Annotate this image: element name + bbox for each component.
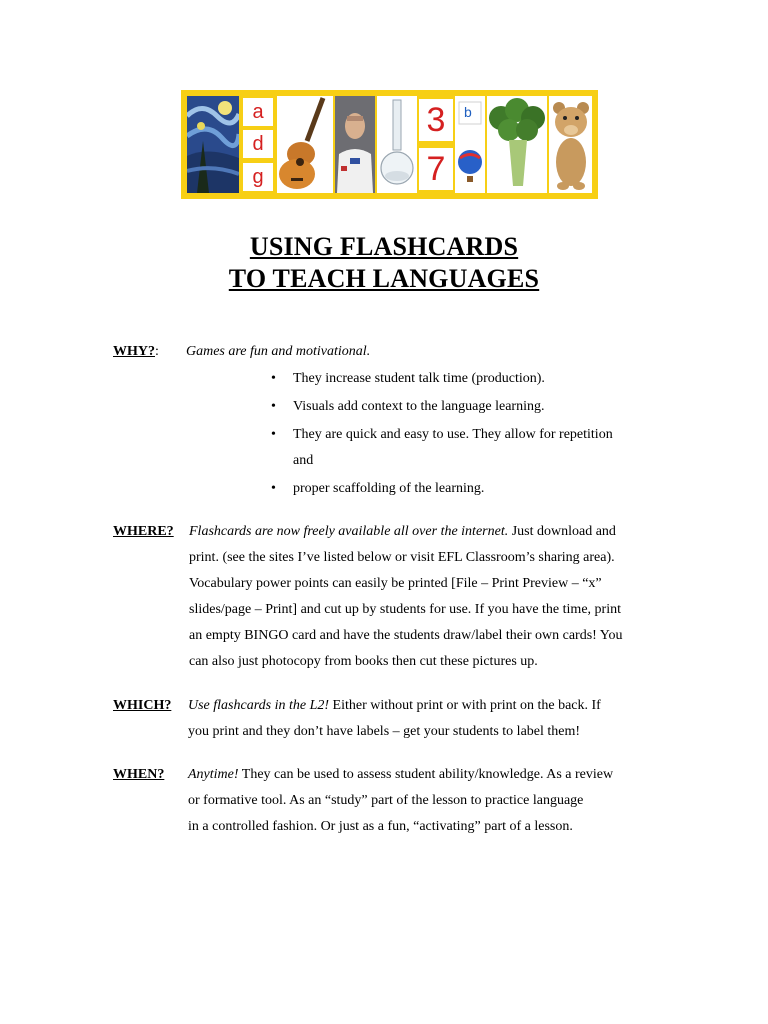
- why-label-text: WHY?: [113, 344, 155, 359]
- when-line-1: [188, 767, 613, 783]
- letter-card-g: g: [243, 163, 273, 191]
- lion-cub-image: [549, 96, 592, 193]
- why-bullet-4: proper scaffolding of the learning.: [293, 481, 485, 496]
- where-line-1-rest: Just download and: [508, 524, 616, 539]
- which-line-1: [188, 698, 601, 714]
- which-lead-text: Use flashcards in the L2!: [188, 698, 330, 713]
- where-label: WHERE?: [113, 524, 174, 539]
- why-colon: :: [155, 344, 159, 359]
- bullet-dot: •: [271, 427, 276, 442]
- where-line-1: [189, 524, 616, 540]
- why-label: [113, 344, 155, 360]
- why-bullet-1: They increase student talk time (production).: [293, 371, 545, 386]
- when-line-3: in a controlled fashion. Or just as a fun, “activating” part of a lesson.: [188, 819, 573, 834]
- bullet-dot: •: [271, 481, 276, 496]
- letter-card-a: a: [243, 98, 273, 126]
- flashcard-banner: [181, 90, 598, 199]
- bullet-dot: •: [271, 399, 276, 414]
- document-title-line-1: USING FLASHCARDS: [249, 232, 519, 261]
- balloon-letter-b: b: [464, 104, 472, 120]
- why-bullet-2: Visuals add context to the language learning.: [293, 399, 545, 414]
- when-lead-text: Anytime!: [188, 767, 239, 782]
- flask-image: [377, 96, 417, 193]
- bullet-dot: •: [271, 371, 276, 386]
- when-line-2: or formative tool. As an “study” part of the lesson to practice language: [188, 793, 584, 808]
- where-line-2: print. (see the sites I’ve listed below or visit EFL Classroom’s sharing area).: [189, 550, 615, 565]
- astronaut-image: [335, 96, 375, 193]
- why-bullet-3: They are quick and easy to use. They allow for repetition: [293, 427, 613, 442]
- where-line-5: an empty BINGO card and have the students draw/label their own cards! You: [189, 628, 623, 643]
- where-line-3: Vocabulary power points can easily be printed [File – Print Preview – “x”: [189, 576, 602, 591]
- where-line-4: slides/page – Print] and cut up by students for use. If you have the time, print: [189, 602, 621, 617]
- where-lead-text: Flashcards are now freely available all over the internet.: [189, 524, 509, 539]
- letter-cards: [241, 96, 275, 193]
- where-line-6: can also just photocopy from books then cut these pictures up.: [189, 654, 538, 669]
- guitar-image: [277, 96, 333, 193]
- number-card-3: 3: [419, 99, 453, 141]
- letter-card-d: d: [243, 130, 273, 158]
- number-cards: [419, 96, 453, 193]
- when-label: WHEN?: [113, 767, 165, 782]
- starry-night-painting-image: [187, 96, 239, 193]
- when-line-1-rest: They can be used to assess student ability/knowledge. As a review: [238, 767, 614, 782]
- which-line-1-rest: Either without print or with print on the back. If: [329, 698, 601, 713]
- document-title-line-2: TO TEACH LANGUAGES: [228, 264, 540, 293]
- number-card-7: 7: [419, 148, 453, 190]
- which-label: WHICH?: [113, 698, 172, 713]
- why-lead-text: Games are fun and motivational.: [186, 344, 371, 359]
- which-line-2: you print and they don’t have labels – get your students to label them!: [188, 724, 581, 739]
- broccoli-image: [487, 96, 547, 193]
- why-bullet-3-continuation: and: [293, 453, 314, 468]
- hot-air-balloon-image: [455, 96, 485, 193]
